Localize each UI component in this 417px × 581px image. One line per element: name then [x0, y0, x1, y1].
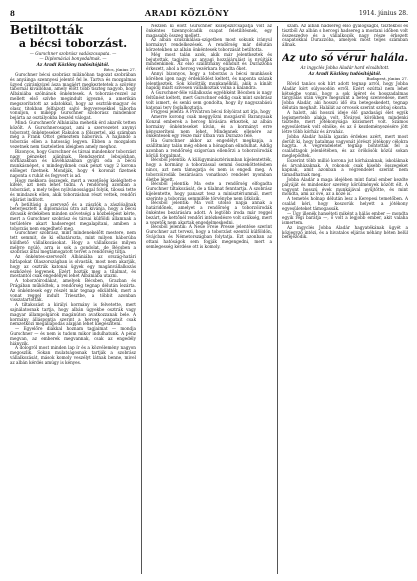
- page-number: 8: [10, 8, 15, 18]
- paragraph: Az ingyclés Jobba Aladár hagyatékának ügyét a közjegyző intézi, és a hivatalos eljárás néhány héten belül befejeződik.: [282, 224, 408, 240]
- issue-date: 1914. június 28.: [359, 9, 408, 17]
- paragraph: Frigyesi jelenti: A Privatron bécsi folyóirat azt írja, hogy: [151, 109, 271, 115]
- paragraph: Bécsből jelentik: A Neue Freie Presse jelentése szerint Gurschner azt tervezi, hogy a toborzást ezentúl külföldön, Svájcban és Németországban folytatja. Ezt azonban az ottani hatóságok sem fogják megengedni, mert a semlegesség kérdése ott is komoly.: [146, 224, 272, 249]
- article-dateline: Bécs, június 27.: [103, 67, 136, 72]
- paragraph: Bécsből jelentik: Ma volt utolsó napja annak a határidőnek, amelyet a rendőrség a toborzóirodák önkéntes bezárására adott. A legtöbb iroda már reggel bezárt, de kettőnél rendőri intézkedésre volt szükség, mert a vezetők nem akartak engedelmeskedni.: [146, 200, 272, 225]
- paragraph: Még most talán azok, akik már jelentkeztek és bejutottak, tagjaira az anyagi hozzájárulást is nyújtják mindenkinek. Az első szállítmány elindult és Durazzóba érkezett, ahol a herceg vezérkara fogadta őket.: [146, 51, 272, 72]
- column-3: [282, 24, 408, 576]
- column-1: [10, 24, 136, 576]
- column-rule: [141, 26, 142, 574]
- paragraph: Gurschner bécsi szobrász milánóban tagozat szobrában és anyáinga szennyesi jelentő fel le. Tartva és mozgalmas üzyed cziránkvizel ásza magáért megkeztetetek a szörény tábornál kivállóban, amely előtt több tiszteg nagyob, hogy Albániába szólnánok önkéntesek. A toborzás-rezzel az mellett első szívhe megindult igyezné, a amerikán megszorítatott az adatokkal, hogy az osztrák-magyar és olasz titokban felfajzott sajtó fegyveresekkel táborba vonuljon, s miképp Gurschner szoborász mindenkor bejárta az osztályokba beszéd válogat.: [10, 72, 136, 121]
- article-byline: Az Aradi Közlöny tudósítójától.: [36, 62, 110, 67]
- paragraph: Bécsből jelentik: Ma este a rendőrség elfogadta Gurschner tiltakozását, de a tilalmat fenntartja. A szobrász kijelentette, hogy panaszt tesz a minisztériumnál, mert szerinte a toborzás semmiféle törvénybe nem ütközik.: [146, 181, 272, 201]
- paragraph: A temetés holnap délután lesz a Kerepesi temetőben. A család kéri, hogy koszorúk helyett a jótékony egyesületeket támogassák.: [282, 196, 408, 211]
- paragraph: Rövid tanács sok hírt adott tegnap arról, hogy Jobba Aladár kórt súlyosodón erről. Ezért ezúttal nem lehet kétségbe vonni, hogy a sok ígéret és hosszadalmas tárgyalás után végre megszűnt a beteg szenvedése, mert Jobba Aladár, aki hosszú idő óta betegeskedett, tegnap délután meghalt. Halálát az orvosok szerint szívbaj okozta.: [282, 80, 408, 110]
- paragraph: A Gurschner-féle vállalkozás egyébként Bécsben is nagy feltűnést keltett, mert Gurschner eddig csak mint szobrász volt ismert, és senki sem gondolta, hogy ily nagyszabású katonai terv foglalkoztatja.: [146, 90, 272, 110]
- paragraph: Mind: Gurschnerőr Albániába mehetik érd akarók tetten közölt. A Gurschnerosapat, ami a szervezetet anynyi toborzott önkénteseket Rakulon a fölszertel, aki számban még a Frank Ottot gémeztem háborúvá. A hajlandó a toborzás ellen a hatosság legyen. Ebben a mozgalom vezetnek nem tiszteletlen ideigben amely meghoz.: [10, 119, 136, 149]
- paragraph: — Ügy illenék hanséteti miként a hálás ember — mondta egyik régi barátja —, ő volt a legjobb ember, akit valaha ismertem.: [282, 210, 408, 226]
- article-headline-line2: a bécsi toborzást.: [18, 37, 128, 50]
- paragraph: Ha Gurschner akkor az engedélyt megkapja, a szállítmány talán még ebben a hónapban elindulhat. Addig azonban a rendőrség szigorúan ellenőrzi a toborzóirodák körüli forgalmat.: [146, 138, 272, 158]
- article-dateline: Budapest, június 27.: [366, 75, 408, 81]
- paragraph: Hogy mekkora összegek, mert a vezetőség kielégített-e kifelé, azt nem lehet tudni. A rendőrség azonban a toborzást, a mely teljes nyilvánossággal folyik, tilossá tette és mindazok ellen, akik toborzásban részt vettek, rendőri eljárást indított.: [10, 177, 136, 202]
- paragraph: A toborzóirodákat, amelyek Bécsben, Grazban és Prágában működtek, a rendőrség tegnap délután lezárta. Az önkéntesek egy részét már tegnap elküldték, mert a vonat reggel indult Triesztbe, a többit azonban visszatartották.: [10, 278, 136, 303]
- article-headline: Az uto só vérur halála.: [282, 52, 408, 64]
- paragraph: Bécsből jelentik: A külügyminisztériumban kijelentették, hogy a kormány a toborzással semmi összeköttetésben nincs, azt nem támogatja és nem is engedi meg. A toborzóirodák bezárására vonatkozó rendelet nyomban életbe lépett.: [146, 157, 272, 182]
- paragraph: A halott, aki hosszú ideje élő gazdasági élet egyik legismertebb alakja volt, fővárosi körökben mindenki tisztelte, mert jótékonysága közismert volt. Számos egyesületnek volt elnöke, és az ő kezdeményezésére jött létre több kórház és árvaház.: [282, 109, 408, 134]
- paragraph: Eszerint több millió korona jut kórházaknak, iskoláknak és árvaházaknak. A rokonok csak kisebb összegeket kapnak, amit azonban a végrendelet szerint nem támadhatnak meg.: [282, 157, 408, 178]
- paragraph: A tiltakozást a királyi kormány is felvetette, mert sajnálatosnak tartja, hogy albán ügyekbe osztrák vagy magyar állampolgárok magánúton avatkozzanak bele. A kormány álláspontja szerint a herceg csapatait csak nemzetközi megállapodás alapján lehet kiegészíteni.: [10, 302, 136, 327]
- paragraph: Amerre korong csak meggyőzni mozgásról Baranyaiak Konzul emberek a herceg hívására érkeztek, az albán kormány önkénteseket kíván, és a kormányt erre kényszeríteni nem lehet. Mindennek ellenére az önkéntesek egy része már útban van Durazzo felé.: [146, 114, 272, 139]
- article-subhead: — Diplomáciai bonyodalmak. —: [39, 56, 107, 61]
- paragraph: — Egyelőre diákkal hoznam tagjaimat — mondja Gurschner — és nem is tudom mikor indulhatunk. A pénz megvan, az emberek megvannak, csak az engedély hiányzik.: [10, 326, 136, 346]
- paragraph: Gurschner szobrász, mint mindenekelőtt mestere, nem tett semmit, de ki elhatározta, mint milyen háborúba küldhető vállalkozásokat. Hogy a vállalkozás milyen mélyre nyúló, arra is sok a gondolat, de Bécsben a szobrász által megtámogatott tervet a rendőrség tiltja.: [10, 230, 136, 255]
- paragraph: Annyi bizonyos, hogy a toborzás a bécsi munkások körében igen nagy érdeklődést keltett, és naponta százak jelentkeztek. Sok közöttük munkanélküli, akik a kínált napidíj miatt szívesen vállalkoztak volna a kalandra.: [146, 70, 272, 91]
- article-subhead: Az ingyclés Jobba Aladár hard elcsábított.: [300, 64, 390, 70]
- column-rule: [277, 26, 278, 574]
- paragraph: Az önkéntes-szervezőt Albániába az ország-határi hírlapokat Olaszországban is olvasták, most nem akarják, hogy az osztrák katonai ügyek egy magánvállalkozás eszközévé legyenek. Ezért hozták meg a tilalmat, és mostantól csak engedéllyel lehet Albániába utazni.: [10, 254, 136, 279]
- masthead: ARADI KÖZLÖNY: [144, 8, 230, 18]
- paragraph: Az albán szuszikálása-szigetben most sokunk irányul kormányt rendelkezések. A rendőrség már délután körzetekben az albán önkéntesek toborzását betiltotta.: [146, 37, 272, 52]
- section-divider: [325, 50, 365, 51]
- page-header: [10, 5, 408, 22]
- article-byline: Az Aradi Közlöny tudósítójától.: [308, 70, 382, 76]
- paragraph: szám. Az albán hadsereg első gyalogságbl, tisztekből és tisztből Az albán s hercegi hadsereg a mostani időben volt összeszedve és a vállalkozók nagy része érkezett csapatokkal Durazzóba, amelyek most teljes számban állnak.: [282, 24, 408, 48]
- paragraph: Jobba Aladár halála igazán érdekes azért, mert most derült ki, hogy hatalmas vagyonát jórészt jótékony célokra hagyta. A végrendeletet tegnap bontották fel a családtagok jelenlétében, és az örökösök közül sokan meglepődtek.: [282, 133, 408, 158]
- paragraph: A dologról most minden lap ír és a közvélemény nagyon megoszlik. Sokan mulatságosnak tartják a szobrász vállalkozását, mások komoly veszélyt látnak benne, mivel az albán kérdés amúgy is kényes.: [10, 345, 136, 365]
- paragraph: A betiltásig a szervező és a zászlók a zászlóaljnak beterjesztett a diplomáciai útra azt kívánja, hogy a bécsi dívasák érdekében minden szövetségi a közbelépést kérte, mert a Gurschner szobrász és társai külföldi államnak a területére akart hadsereget megalapítani, amiben a toborzás nem engedhető meg.: [10, 201, 136, 231]
- paragraph: Nézzen ki előtt Gurschner kozépszírcsapatja volt az önkéntes tizennyolcadik csapat feletilítésnek, egy magasabb összeg mellett.: [146, 24, 272, 38]
- paragraph: Bizonyos, hogy Gurschner és társai mindenkor toborzást nagy pénzeket ajánlnak. Rendszerint lebujokban, sörházakban és kávéházakban gyüjti oda a bécsi munkásnépet, s mindegyiknek csak pénzt vagy 2 korona előleget fizetnek. Mondják, hogy 4 koronát fizetnek naponta s ruhát és fegyvert is ad.: [10, 148, 136, 178]
- paragraph: Jobba Aladár a maga idejében mint fiatal ember kezdte pályáját és mindenkor szerény körülmények között élt. A vagyont hosszú évek munkájával gyűjtötte, és mint mondta, ami az övé, az a közé is.: [282, 176, 408, 197]
- article-headline: Betiltották: [10, 24, 84, 37]
- column-2: [146, 24, 272, 576]
- article-subhead: — Gurschner szobrász vadászcsapata. —: [29, 51, 117, 56]
